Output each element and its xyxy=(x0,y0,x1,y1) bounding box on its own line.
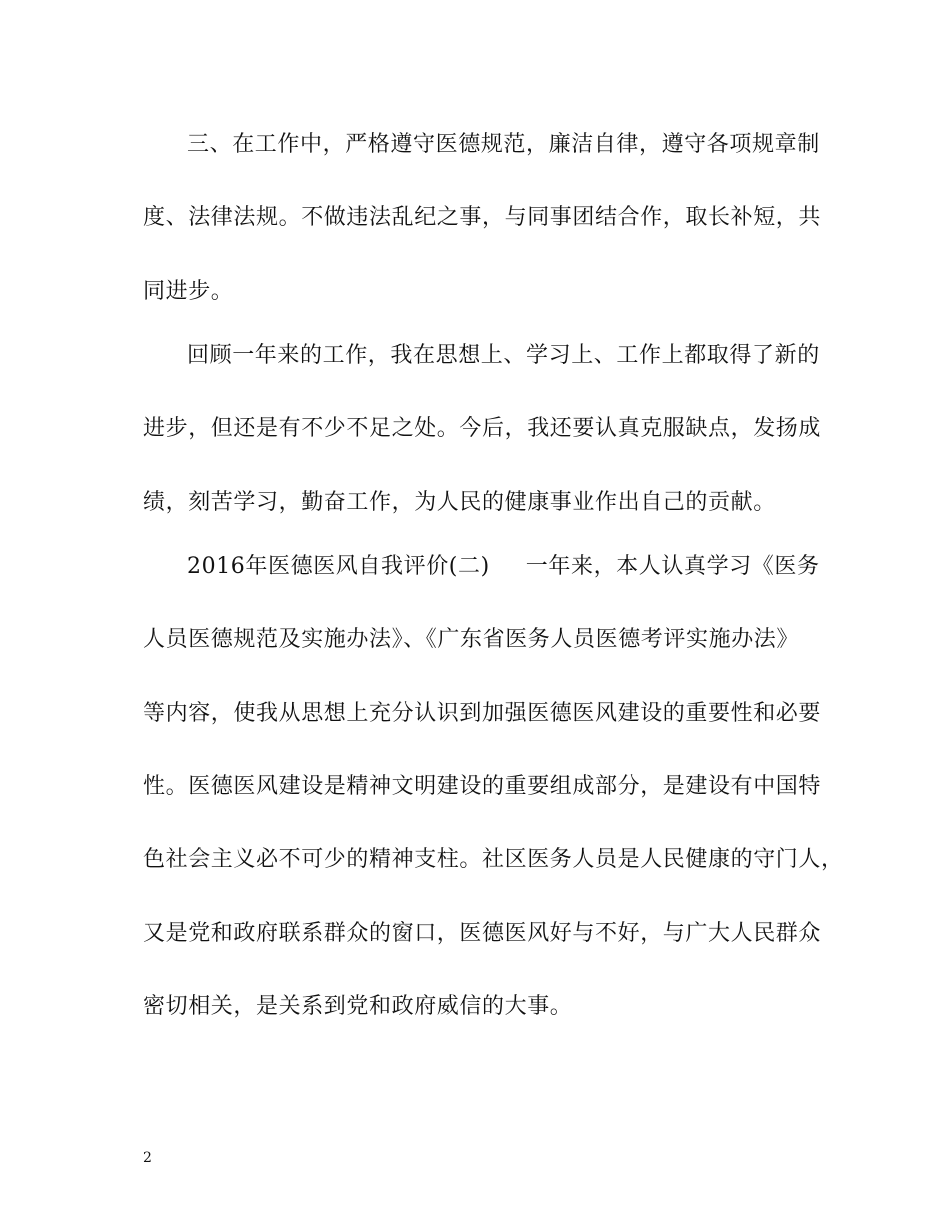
paragraph-evaluation-line-4: 性。医德医风建设是精神文明建设的重要组成部分，是建设有中国特 xyxy=(143,774,822,799)
paragraph-evaluation-line-2: 人员医德规范及实施办法》、《广东省医务人员医德考评实施办法》 xyxy=(143,627,800,652)
paragraph-evaluation-line-6: 又是党和政府联系群众的窗口，医德医风好与不好，与广大人民群众 xyxy=(143,921,822,946)
paragraph-review-line-2: 进步，但还是有不少不足之处。今后，我还要认真克服缺点，发扬成 xyxy=(143,416,822,441)
paragraph-review-line-1: 回顾一年来的工作，我在思想上、学习上、工作上都取得了新的 xyxy=(187,343,820,368)
paragraph-3-line-2: 度、法律法规。不做违法乱纪之事，与同事团结合作，取长补短，共 xyxy=(143,205,822,230)
paragraph-evaluation-start: 一年来，本人认真学习《医务 xyxy=(525,554,820,579)
paragraph-3-line-3: 同进步。 xyxy=(143,279,234,304)
paragraph-3-line-1: 三、在工作中，严格遵守医德规范，廉洁自律，遵守各项规章制 xyxy=(187,132,820,157)
paragraph-evaluation-line-3: 等内容，使我从思想上充分认识到加强医德医风建设的重要性和必要 xyxy=(143,701,822,726)
paragraph-evaluation-line-1 xyxy=(187,552,867,582)
section-heading: 2016年医德医风自我评价(二) xyxy=(187,554,490,579)
paragraph-evaluation-line-5: 色社会主义必不可少的精神支柱。社区医务人员是人民健康的守门人， xyxy=(143,847,844,872)
page-number: 2 xyxy=(143,1150,152,1166)
paragraph-evaluation-line-7: 密切相关，是关系到党和政府威信的大事。 xyxy=(143,994,573,1019)
paragraph-review-line-3: 绩，刻苦学习，勤奋工作，为人民的健康事业作出自己的贡献。 xyxy=(143,490,776,515)
